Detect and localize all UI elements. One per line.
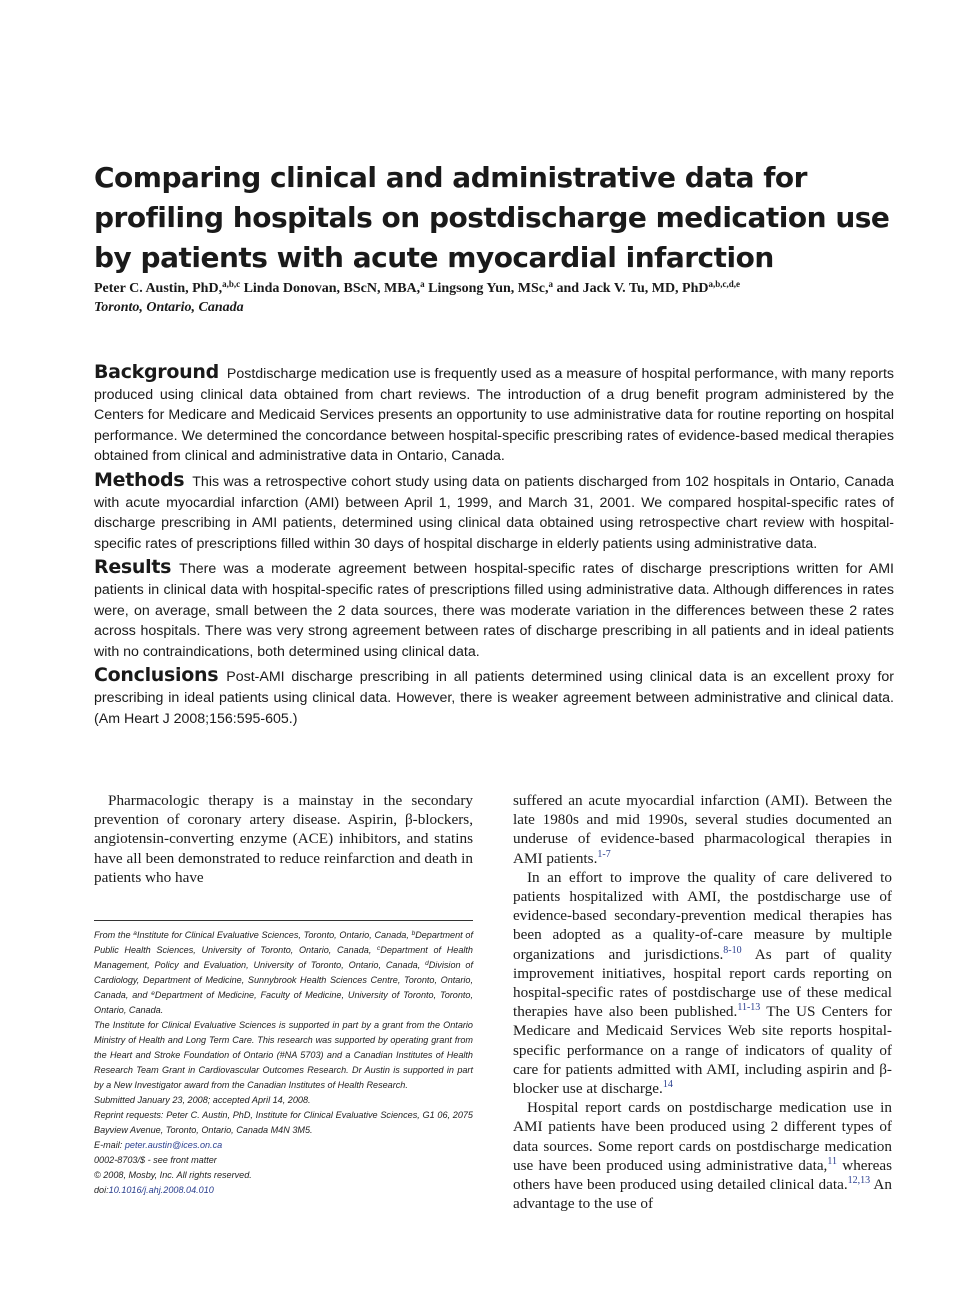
body-column-left <box>94 791 473 887</box>
affiliation-marker: d <box>425 960 429 967</box>
affiliation-marker: b <box>411 930 416 937</box>
footnote-divider <box>94 920 473 921</box>
reference-link[interactable]: 12,13 <box>847 1175 871 1187</box>
abstract-text: There was a moderate agreement between hospital-specific rates of discharge prescriptions written for AMI patients in clinical data with hospital-specific rates of prescriptions filled using administrative data. Although differences in rates were, on average, small between the 2 data sources, there was moderate variation in the differences between these 2 rates across hospitals. There was very strong agreement between rates of discharge prescribing in all patients and in ideal patients with no contraindications, both determined using clinical data. <box>94 561 894 660</box>
footnote-text: Department of Medicine, Faculty of Medicine, University of Toronto, Toronto, Ontario, Canada. <box>94 990 474 1015</box>
body-column-right <box>513 791 892 1213</box>
footnote-text: Department of Health Management, Policy and Evaluation, University of Toronto, Ontario, Canada, <box>94 945 473 970</box>
doi-line <box>94 1183 473 1198</box>
email-label: E-mail: <box>94 1140 125 1150</box>
abstract-background <box>94 362 894 467</box>
affiliation-marker: a,b,c,d,e <box>708 279 741 289</box>
body-text: The US Centers for Medicare and Medicaid Services Web site reports hospital-specific performance on a range of indicators of quality of care for patients admitted with AMI, including aspirin and β-blocker use at discharge. <box>513 1003 892 1098</box>
footnote-text: Institute for Clinical Evaluative Sciences, Toronto, Ontario, Canada, <box>136 930 412 940</box>
funding-note: The Institute for Clinical Evaluative Sciences is supported in part by a grant from the Ontario Ministry of Health and Long Term Care. This research was supported by operating grant from the Heart and Stroke Foundation of Ontario (#NA 5703) and a Canadian Institutes of Health Research Team Grant in Cardiovascular Outcomes Research. Dr Austin is supported in part by a New Investigator award from the Canadian Institutes of Health Research. <box>94 1020 473 1090</box>
abstract-text: Postdischarge medication use is frequently used as a measure of hospital performance, with many reports produced using clinical data obtained from chart reviews. The introduction of a drug benefit program administered by the Centers for Medicare and Medicaid Services presents an opportunity to use administrative data for routine reporting on hospital performance. We determined the concordance between hospital-specific prescribing rates of evidence-based medical therapies obtained from clinical and administrative data in Ontario, Canada. <box>94 366 894 465</box>
abstract-heading: Conclusions <box>94 664 219 687</box>
author-conjunction: and <box>556 281 580 296</box>
article-title: Comparing clinical and administrative data for profiling hospitals on postdischarge medication use by patients with acute myocardial infarction <box>94 161 890 274</box>
affiliation-marker: e <box>151 990 155 997</box>
body-text: Hospital report cards on postdischarge medication use in AMI patients have been produced using 2 different types of data sources. Some report cards on postdischarge medication use have been produced using administrative data, <box>513 1099 892 1174</box>
abstract-conclusions <box>94 665 894 729</box>
abstract-heading: Methods <box>94 468 185 491</box>
author-name: Lingsong Yun, MSc, <box>428 281 549 296</box>
body-paragraph: Pharmacologic therapy is a mainstay in the secondary prevention of coronary artery disease. Aspirin, β-blockers, angiotensin-converting enzyme (ACE) inhibitors, and statins have all been demonstrated to reduce reinfarction and death in patients who have <box>94 792 473 886</box>
abstract-heading: Results <box>94 556 172 579</box>
body-text: As part of quality improvement initiatives, hospital report cards reporting on hospital-specific rates of postdischarge use of these medical therapies have also been published. <box>513 945 892 1021</box>
doi-link[interactable]: 10.1016/j.ahj.2008.04.010 <box>108 1185 214 1195</box>
copyright-line: © 2008, Mosby, Inc. All rights reserved. <box>94 1170 252 1180</box>
affiliation-marker: a,b,c <box>222 279 241 289</box>
footnote-text: Division of Cardiology, Department of Medicine, Sunnybrook Health Sciences Centre, Toronto, Ontario, Canada, and <box>94 960 474 1000</box>
affiliation-marker: c <box>377 945 381 952</box>
reference-link[interactable]: 8-10 <box>723 944 742 956</box>
author-list <box>94 280 914 298</box>
author-name: Linda Donovan, BScN, MBA, <box>243 281 421 296</box>
body-text: In an effort to improve the quality of care delivered to patients hospitalized with AMI, the postdischarge use of evidence-based secondary-prevention medical therapies has been adopted as a quality-of-care measure by multiple organizations and jurisdictions. <box>513 868 892 963</box>
abstract-text: Post-AMI discharge prescribing in all patients determined using clinical data is an excellent proxy for prescribing in ideal patients using clinical data. However, there is weaker agreement between administrative and clinical data. <box>94 669 894 706</box>
body-text: suffered an acute myocardial infarction (AMI). Between the late 1980s and mid 1990s, several studies documented an underuse of evidence-based pharmacological therapies in AMI patients. <box>513 792 892 867</box>
abstract-heading: Background <box>94 361 219 383</box>
body-text: An advantage to the use of <box>513 1176 892 1213</box>
affiliations-note <box>94 928 473 1018</box>
affiliation-marker: a <box>133 930 137 937</box>
body-text: whereas others have been produced using detailed clinical data. <box>513 1156 892 1194</box>
author-name: Peter C. Austin, PhD, <box>94 281 223 296</box>
affiliation-marker: a <box>548 279 554 289</box>
abstract <box>94 362 894 732</box>
submission-dates: Submitted January 23, 2008; accepted April 14, 2008. <box>94 1095 311 1105</box>
issn-line: 0002-8703/$ - see front matter <box>94 1155 217 1165</box>
body-paragraph <box>513 791 892 868</box>
footnote-text: From the <box>94 930 134 940</box>
abstract-text: This was a retrospective cohort study using data on patients discharged from 102 hospitals in Ontario, Canada with acute myocardial infarction (AMI) between April 1, 1999, and March 31, 2001. We compared hospital-specific rates of discharge prescribing in AMI patients, determined using clinical data obtained using retrospective chart review with hospital-specific rates of prescriptions filled within 30 days of hospital discharge in elderly patients using administrative data. <box>94 473 894 552</box>
reference-link[interactable]: 11 <box>827 1155 837 1167</box>
body-paragraph <box>513 1098 892 1213</box>
journal-citation: (Am Heart J 2008;156:595-605.) <box>94 710 298 727</box>
footnotes <box>94 928 473 1198</box>
abstract-results <box>94 557 894 662</box>
email-line <box>94 1138 473 1153</box>
reference-link[interactable]: 1-7 <box>597 848 611 860</box>
body-paragraph <box>513 868 892 1098</box>
reference-link[interactable]: 14 <box>662 1079 673 1091</box>
footnote-text: Department of Public Health Sciences, University of Toronto, Ontario, Canada, <box>94 930 473 955</box>
abstract-methods <box>94 470 894 554</box>
author-name: Jack V. Tu, MD, PhD <box>582 281 709 296</box>
author-location: Toronto, Ontario, Canada <box>94 300 244 315</box>
doi-label: doi: <box>94 1185 109 1195</box>
affiliation-marker: a <box>420 279 425 289</box>
email-link[interactable]: peter.austin@ices.on.ca <box>124 1140 223 1150</box>
reference-link[interactable]: 11-13 <box>737 1002 761 1014</box>
reprint-requests: Reprint requests: Peter C. Austin, PhD, Institute for Clinical Evaluative Sciences, G1 06, 2075 Bayview Avenue, Toronto, Ontario, Canada M4N 3M5. <box>94 1110 473 1135</box>
